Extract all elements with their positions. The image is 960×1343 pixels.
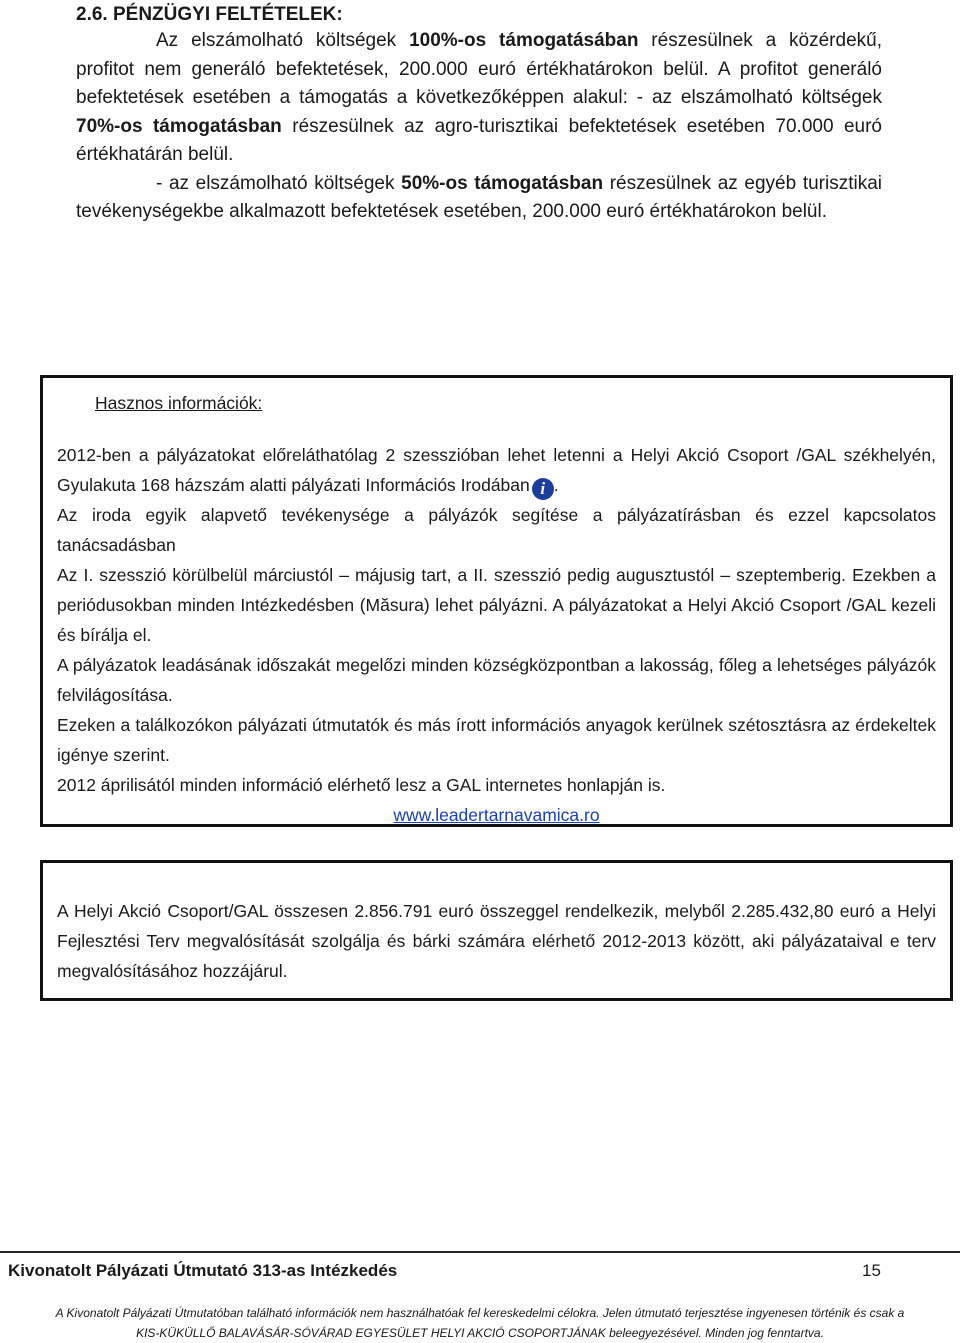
info-paragraph-3: Az I. szesszió körülbelül márciustól – májusig tart, a II. szesszió pedig augusztustól – szeptemberig. Ezekben a periódusokban minden Intézkedésben (Măsura) lehet pályázni. A pályázatokat a Helyi Akció Csoport /GAL kezeli és bírálja el. [57,565,936,645]
info-paragraph-1 [57,440,936,500]
page-number: 15 [862,1261,881,1280]
footer-note-line-2: KIS-KÜKÜLLŐ BALAVÁSÁR-SÓVÁRAD EGYESÜLET HELYI AKCIÓ CSOPORTJÁNAK beleegyezésével. Minden jog fenntartva. [136,1326,824,1340]
funding-paragraph-1 [76,27,882,170]
emphasis-50-percent: 50%-os támogatásban [401,172,604,194]
useful-info-box [40,375,953,827]
text-run: részesülnek az agro-turisztikai befektetések esetében 70.000 euró értékhatárán belül. [76,115,882,165]
footer-disclaimer [0,1303,960,1343]
text-run: részesülnek az egyéb turisztikai tevékenységekbe alkalmazott befektetések esetében, 200.000 euró értékhatárokon belül. [76,172,882,222]
section-title: 2.6. PÉNZÜGYI FELTÉTELEK: [76,4,343,25]
text-run: 2012-ben a pályázatokat előreláthatólag 2 szesszióban lehet letenni a Helyi Akció Csoport /GAL székhelyén, Gyulakuta 168 házszám alatti pályázati Információs Irodában [57,445,936,495]
emphasis-100-percent: 100%-os támogatásában [409,30,639,51]
text-run: - az elszámolható költségek [156,172,402,194]
website-link[interactable]: www.leadertarnavamica.ro [393,805,600,825]
text-run: Az elszámolható költségek [156,30,410,51]
funding-paragraph-2 [76,170,882,227]
text-run: részesülnek a közérdekű, profitot nem generáló befektetések, 200.000 euró értékhatárokon belül. A profitot generáló befektetések esetében a támogatás a következőképpen alakul: - az elszámolható költségek [76,30,882,108]
info-paragraph-4: A pályázatok leadásának időszakát megelőzi minden községközpontban a lakosság, főleg a lehetséges pályázók felvilágosítása. [57,655,936,705]
footer-title: Kivonatolt Pályázati Útmutató 313-as Intézkedés [8,1261,398,1280]
info-icon: i [532,478,554,500]
footer-note-line-1: A Kivonatolt Pályázati Útmutatóban található információk nem használhatóak fel kereskedelmi célokra. Jelen útmutató terjesztése ingyenesen történik és csak a [55,1306,905,1320]
useful-info-heading: Hasznos információk: [95,393,263,413]
budget-box [40,860,953,1001]
info-paragraph-2: Az iroda egyik alapvető tevékenysége a pályázók segítése a pályázatírásban és ezzel kapcsolatos tanácsadásban [57,505,936,555]
text-run: . [553,475,559,495]
section-body [76,27,882,227]
emphasis-70-percent: 70%-os támogatásban [76,115,282,137]
budget-paragraph: A Helyi Akció Csoport/GAL összesen 2.856.791 euró összeggel rendelkezik, melyből 2.285.432,80 euró a Helyi Fejlesztési Terv megvalósítását szolgálja és bárki számára elérhető 2012-2013 között, aki pályázataival e terv megvalósításához hozzájárul. [57,901,936,981]
info-paragraph-6: 2012 áprilisától minden információ elérhető lesz a GAL internetes honlapján is. [57,775,666,795]
footer-divider [0,1251,960,1253]
info-paragraph-5: Ezeken a találkozókon pályázati útmutatók és más írott információs anyagok kerülnek szétosztásra az érdekeltek igénye szerint. [57,715,936,765]
